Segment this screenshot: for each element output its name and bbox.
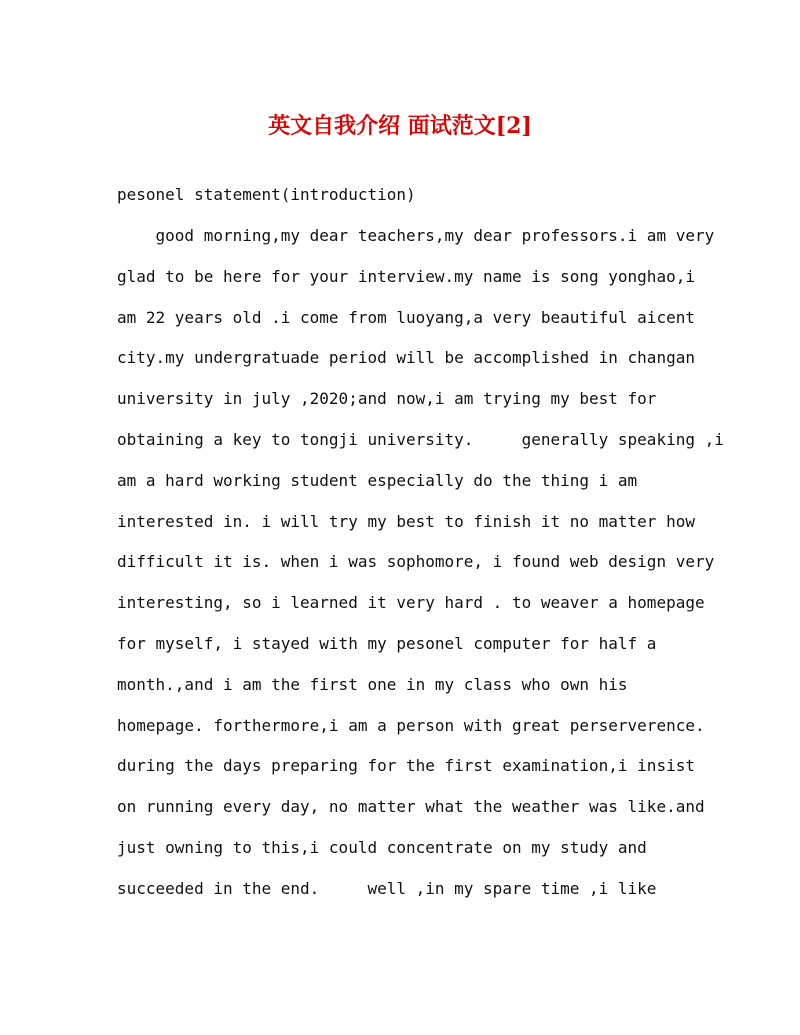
text-line: just owning to this,i could concentrate on my study and <box>117 837 647 857</box>
text-line: month.,and i am the first one in my class who own his <box>117 674 628 694</box>
text-line: homepage. forthermore,i am a person with great perserverence. <box>117 715 705 735</box>
text-line: am 22 years old .i come from luoyang,a very beautiful aicent <box>117 307 695 327</box>
text-line: city.my undergratuade period will be accomplished in changan <box>117 348 695 368</box>
text-line: am a hard working student especially do the thing i am <box>117 470 638 490</box>
text-line: obtaining a key to tongji university. generally speaking ,i <box>117 429 724 449</box>
text-line: interesting, so i learned it very hard . to weaver a homepage <box>117 593 705 613</box>
text-line: glad to be here for your interview.my name is song yonghao,i <box>117 266 695 286</box>
text-line: good morning,my dear teachers,my dear professors.i am very <box>117 226 715 245</box>
text-line: for myself, i stayed with my pesonel computer for half a <box>117 633 657 653</box>
text-line: on running every day, no matter what the weather was like.and <box>117 797 705 817</box>
text-line: difficult it is. when i was sophomore, i found web design very <box>117 552 715 572</box>
text-line: during the days preparing for the first examination,i insist <box>117 756 695 776</box>
body-text <box>117 224 724 918</box>
section-heading: pesonel statement(introduction) <box>117 185 416 204</box>
text-line: interested in. i will try my best to finish it no matter how <box>117 511 695 531</box>
text-line: university in july ,2020;and now,i am trying my best for <box>117 389 657 409</box>
document-title: 英文自我介绍 面试范文[2] <box>268 113 532 139</box>
text-line: succeeded in the end. well ,in my spare time ,i like <box>117 878 657 898</box>
